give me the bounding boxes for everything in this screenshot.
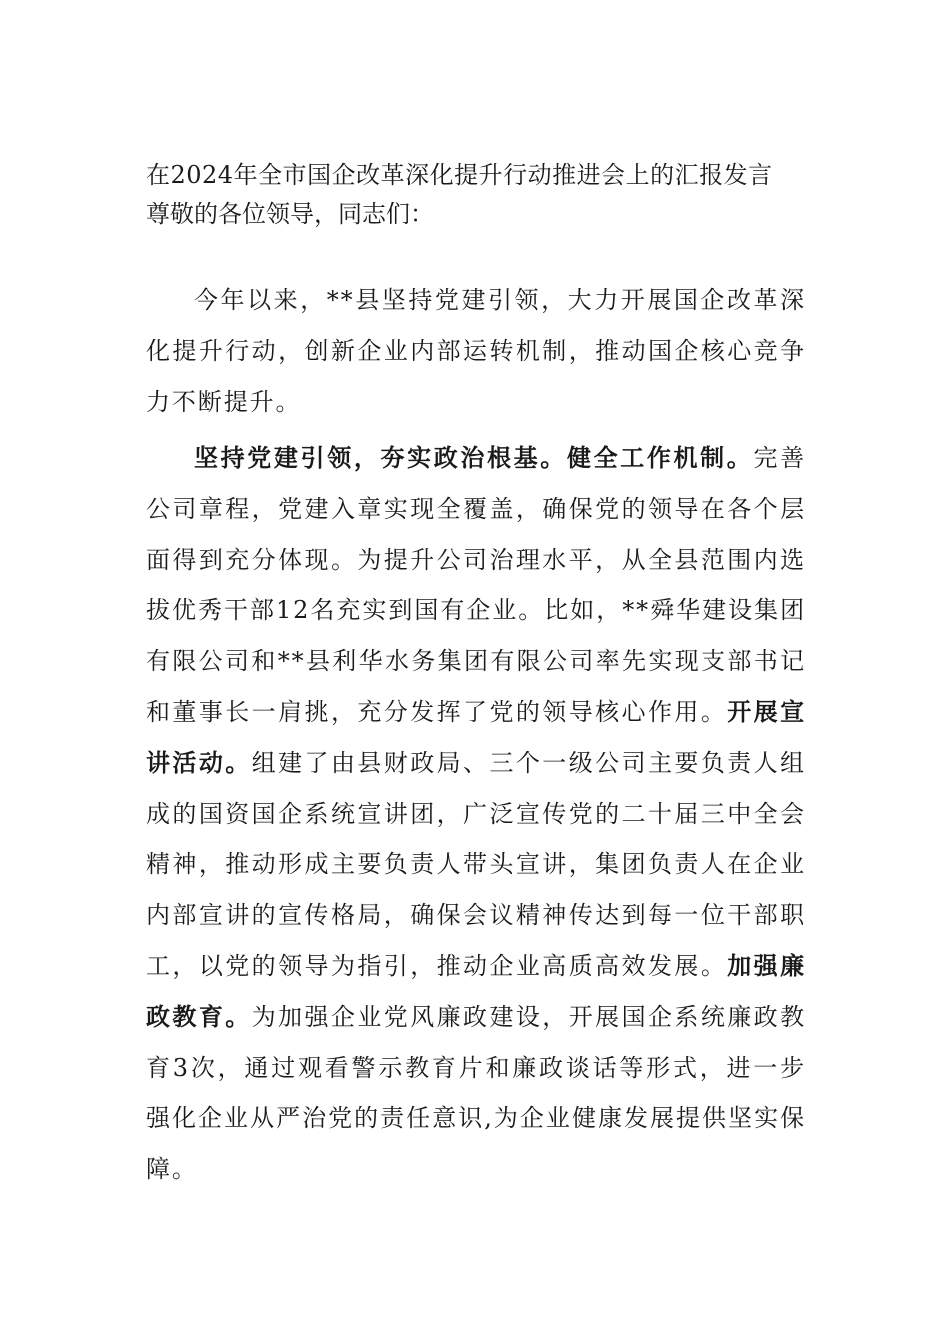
subsection-text-mechanism: 完善公司章程，党建入章实现全覆盖，确保党的领导在各个层面得到充分体现。为提升公司治理水平，从全县范围内选拔优秀干部12名充实到国有企业。比如，**舜华建设集团有限公司和**县利华水务集团有限公司率先实现支部书记和董事长一肩挑，充分发挥了党的领导核心作用。 (146, 444, 806, 726)
subsection-text-integrity: 为加强企业党风廉政建设，开展国企系统廉政教育3次，通过观看警示教育片和廉政谈话等形式，进一步强化企业从严治党的责任意识,为企业健康发展提供坚实保障。 (146, 1002, 806, 1184)
section-paragraph (146, 433, 806, 1195)
salutation: 尊敬的各位领导，同志们： (146, 200, 434, 228)
section-heading: 坚持党建引领，夯实政治根基。 (194, 443, 567, 472)
subsection-title-integrity: 加强廉政教育。 (146, 950, 806, 1031)
subsection-text-lecture: 组建了由县财政局、三个一级公司主要负责人组成的国资国企系统宣讲团，广泛宣传党的二十届三中全会精神，推动形成主要负责人带头宣讲，集团负责人在企业内部宣讲的宣传格局，确保会议精神传达到每一位干部职工，以党的领导为指引，推动企业高质高效发展。 (146, 748, 806, 980)
subsection-title-lecture: 开展宣讲活动。 (146, 696, 806, 777)
subsection-title-mechanism: 健全工作机制。 (566, 443, 754, 472)
document-title: 在2024年全市国企改革深化提升行动推进会上的汇报发言 (146, 161, 773, 189)
intro-paragraph: 今年以来，**县坚持党建引领，大力开展国企改革深化提升行动，创新企业内部运转机制，推动国企核心竞争力不断提升。 (146, 286, 806, 416)
